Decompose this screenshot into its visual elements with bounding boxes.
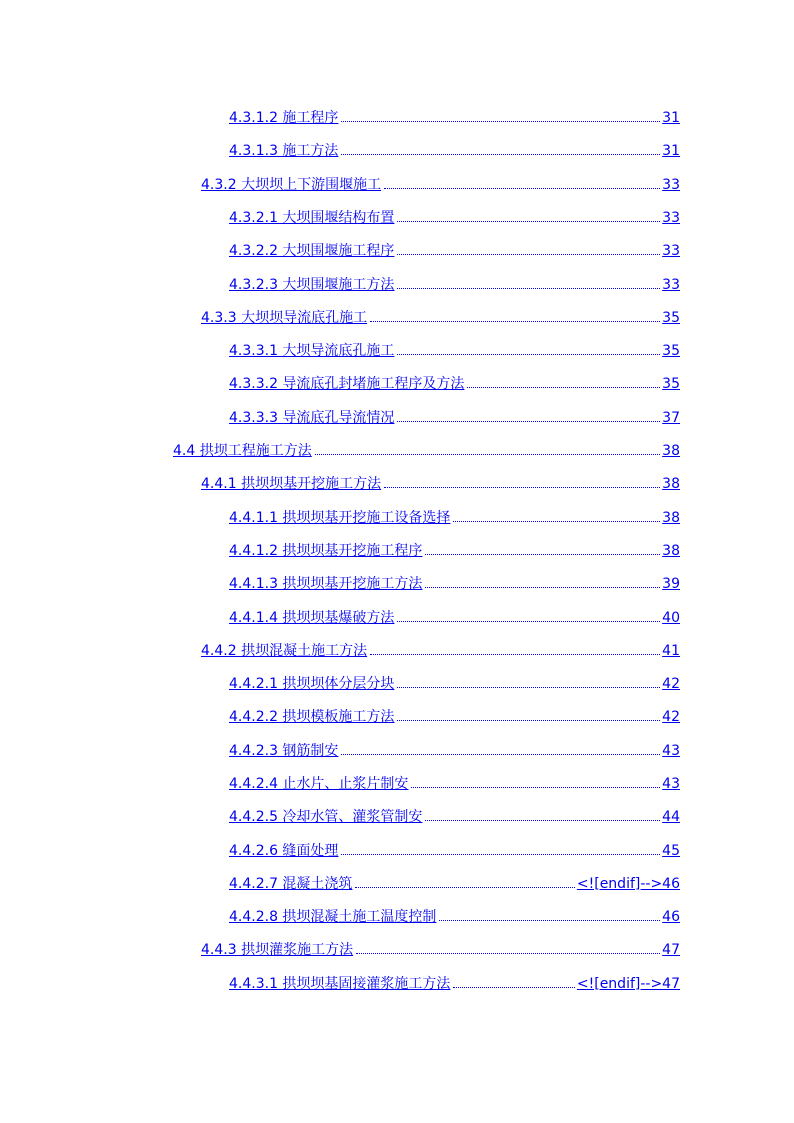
toc-entry-title: 4.4.1.4 拱坝坝基爆破方法: [229, 610, 395, 626]
toc-entry-title: 4.4.3 拱坝灌浆施工方法: [201, 942, 354, 958]
toc-entry-title: 4.4.1.3 拱坝坝基开挖施工方法: [229, 576, 423, 592]
toc-entry[interactable]: [229, 407, 680, 429]
dot-leader: [341, 854, 660, 855]
toc-entry-title: 4.4.1.2 拱坝坝基开挖施工程序: [229, 543, 423, 559]
toc-entry[interactable]: [229, 507, 680, 529]
toc-entry-page-number: 41: [662, 643, 680, 659]
toc-entry-title: 4.4.2.1 拱坝坝体分层分块: [229, 676, 395, 692]
dot-leader: [397, 621, 660, 622]
toc-entry-page-number: 45: [662, 843, 680, 859]
toc-entry-page-number: 33: [662, 243, 680, 259]
toc-entry-title: 4.3.3 大坝坝导流底孔施工: [201, 310, 368, 326]
dot-leader: [384, 487, 660, 488]
toc-entry[interactable]: [229, 573, 680, 595]
toc-entry-page-number: <![endif]-->47: [576, 976, 680, 992]
toc-entry-title: 4.4.2.3 钢筋制安: [229, 743, 339, 759]
toc-entry[interactable]: [201, 640, 680, 662]
toc-entry[interactable]: [229, 373, 680, 395]
toc-entry-page-number: 42: [662, 709, 680, 725]
toc-entry-page-number: 42: [662, 676, 680, 692]
dot-leader: [341, 154, 660, 155]
dot-leader: [384, 188, 660, 189]
dot-leader: [425, 820, 660, 821]
toc-entry-title: 4.3.1.3 施工方法: [229, 143, 339, 159]
dot-leader: [425, 554, 660, 555]
toc-entry-page-number: 47: [662, 942, 680, 958]
toc-entry[interactable]: [229, 773, 680, 795]
dot-leader: [453, 987, 574, 988]
toc-entry-page-number: 35: [662, 310, 680, 326]
dot-leader: [467, 387, 660, 388]
dot-leader: [397, 288, 660, 289]
toc-entry-title: 4.3.2.1 大坝围堰结构布置: [229, 210, 395, 226]
toc-entry-title: 4.4.2.5 冷却水管、灌浆管制安: [229, 809, 423, 825]
toc-entry-title: 4.4.2.4 止水片、止浆片制安: [229, 776, 409, 792]
toc-entry[interactable]: [229, 140, 680, 162]
dot-leader: [397, 421, 660, 422]
dot-leader: [370, 321, 660, 322]
toc-entry-page-number: 37: [662, 410, 680, 426]
toc-entry-title: 4.4.2 拱坝混凝土施工方法: [201, 643, 368, 659]
toc-entry-page-number: 31: [662, 110, 680, 126]
dot-leader: [355, 887, 574, 888]
toc-entry[interactable]: [229, 840, 680, 862]
toc-entry-page-number: 43: [662, 743, 680, 759]
toc-entry-page-number: 46: [662, 909, 680, 925]
toc-entry[interactable]: [229, 706, 680, 728]
dot-leader: [341, 754, 660, 755]
toc-entry[interactable]: [229, 240, 680, 262]
toc-entry-title: 4.4.1.1 拱坝坝基开挖施工设备选择: [229, 510, 451, 526]
dot-leader: [425, 587, 660, 588]
toc-entry-page-number: 35: [662, 376, 680, 392]
dot-leader: [397, 221, 660, 222]
toc-entry[interactable]: [229, 673, 680, 695]
dot-leader: [341, 121, 660, 122]
toc-entry-page-number: 33: [662, 210, 680, 226]
toc-entry-page-number: 38: [662, 510, 680, 526]
dot-leader: [439, 920, 660, 921]
toc-entry[interactable]: [201, 174, 680, 196]
toc-entry-title: 4.4 拱坝工程施工方法: [173, 443, 312, 459]
toc-entry-page-number: 39: [662, 576, 680, 592]
toc-entry-title: 4.3.3.2 导流底孔封堵施工程序及方法: [229, 376, 465, 392]
toc-entry-title: 4.3.2.2 大坝围堰施工程序: [229, 243, 395, 259]
toc-entry[interactable]: [229, 540, 680, 562]
toc-entry[interactable]: [229, 207, 680, 229]
dot-leader: [397, 687, 660, 688]
dot-leader: [356, 953, 660, 954]
toc-entry-title: 4.4.2.8 拱坝混凝土施工温度控制: [229, 909, 437, 925]
toc-entry[interactable]: [229, 340, 680, 362]
toc-entry-page-number: 38: [662, 476, 680, 492]
dot-leader: [411, 787, 660, 788]
toc-entry-page-number: 33: [662, 177, 680, 193]
toc-entry[interactable]: [229, 973, 680, 995]
toc-entry-page-number: 38: [662, 443, 680, 459]
toc-entry-title: 4.4.3.1 拱坝坝基固接灌浆施工方法: [229, 976, 451, 992]
toc-entry[interactable]: [173, 440, 680, 462]
toc-entry-title: 4.4.2.7 混凝土浇筑: [229, 876, 353, 892]
toc-entry[interactable]: [229, 873, 680, 895]
toc-entry-title: 4.4.1 拱坝坝基开挖施工方法: [201, 476, 382, 492]
toc-entry-title: 4.3.2 大坝坝上下游围堰施工: [201, 177, 382, 193]
toc-entry[interactable]: [229, 274, 680, 296]
toc-entry-page-number: 38: [662, 543, 680, 559]
toc-entry-page-number: 35: [662, 343, 680, 359]
dot-leader: [397, 720, 660, 721]
toc-entry[interactable]: [229, 107, 680, 129]
toc-entry-title: 4.4.2.2 拱坝模板施工方法: [229, 709, 395, 725]
toc-entry[interactable]: [229, 607, 680, 629]
dot-leader: [397, 354, 660, 355]
toc-entry-page-number: 44: [662, 809, 680, 825]
dot-leader: [453, 521, 660, 522]
toc-entry[interactable]: [229, 906, 680, 928]
toc-entry-title: 4.3.2.3 大坝围堰施工方法: [229, 277, 395, 293]
toc-entry-title: 4.3.1.2 施工程序: [229, 110, 339, 126]
toc-entry-page-number: 43: [662, 776, 680, 792]
toc-entry-title: 4.4.2.6 缝面处理: [229, 843, 339, 859]
toc-entry-page-number: 33: [662, 277, 680, 293]
toc-entry[interactable]: [201, 473, 680, 495]
toc-entry[interactable]: [229, 806, 680, 828]
toc-entry-page-number: 31: [662, 143, 680, 159]
toc-entry[interactable]: [229, 740, 680, 762]
dot-leader: [370, 654, 660, 655]
toc-entry-title: 4.3.3.1 大坝导流底孔施工: [229, 343, 395, 359]
toc-entry[interactable]: [201, 939, 680, 961]
toc-entry-title: 4.3.3.3 导流底孔导流情况: [229, 410, 395, 426]
toc-entry-page-number: 40: [662, 610, 680, 626]
dot-leader: [397, 254, 660, 255]
toc-entry[interactable]: [201, 307, 680, 329]
dot-leader: [315, 454, 660, 455]
toc-entry-page-number: <![endif]-->46: [576, 876, 680, 892]
